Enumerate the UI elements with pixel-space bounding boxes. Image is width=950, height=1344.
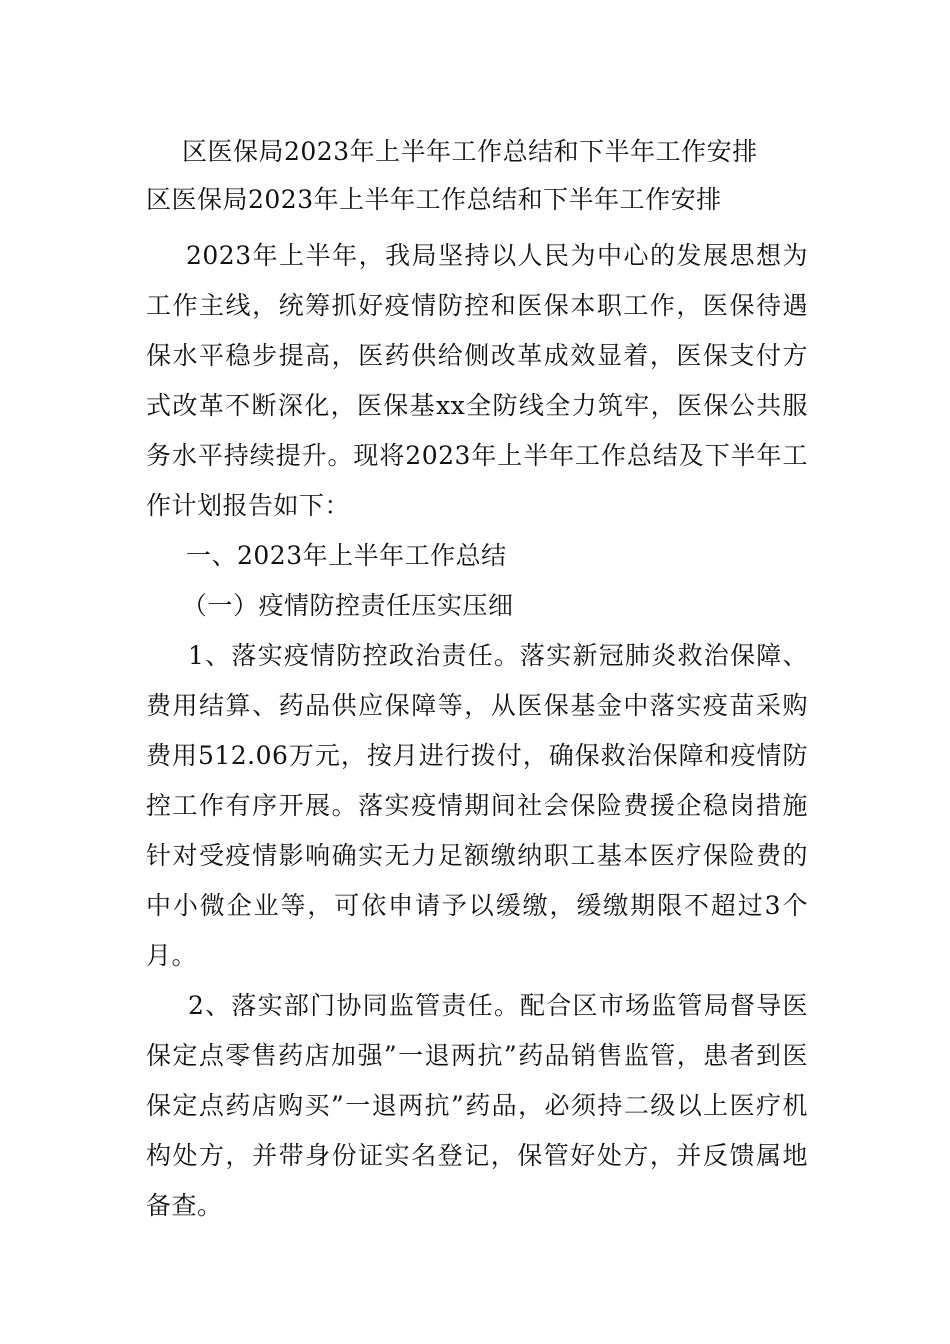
item-paragraph-2: 2、落实部门协同监管责任。配合区市场监管局督导医保定点零售药店加强”一退两抗”药品销售监管，患者到医保定点药店购买”一退两抗”药品，必须持二级以上医疗机构处方，并带身份证实名登记，保管好处方，并反馈属地备查。 (146, 991, 808, 1220)
document-title: 区医保局2023年上半年工作总结和下半年工作安排 (182, 137, 758, 166)
section-heading: 一、2023年上半年工作总结 (186, 541, 507, 570)
item-paragraph-1: 1、落实疫情防控政治责任。落实新冠肺炎救治保障、费用结算、药品供应保障等，从医保基金中落实疫苗采购费用512.06万元，按月进行拨付，确保救治保障和疫情防控工作有序开展。落实疫情期间社会保险费援企稳岗措施针对受疫情影响确实无力足额缴纳职工基本医疗保险费的中小微企业等，可依申请予以缓缴，缓缴期限不超过3个月。 (146, 641, 808, 970)
intro-paragraph: 2023年上半年，我局坚持以人民为中心的发展思想为工作主线，统筹抓好疫情防控和医保本职工作，医保待遇保水平稳步提高，医药供给侧改革成效显着，医保支付方式改革不断深化，医保基xx全防线全力筑牢，医保公共服务水平持续提升。现将2023年上半年工作总结及下半年工作计划报告如下： (146, 241, 808, 520)
document-subtitle: 区医保局2023年上半年工作总结和下半年工作安排 (146, 185, 722, 214)
document-body (146, 231, 808, 1231)
subsection-heading: （一）疫情防控责任压实压细 (182, 591, 514, 620)
